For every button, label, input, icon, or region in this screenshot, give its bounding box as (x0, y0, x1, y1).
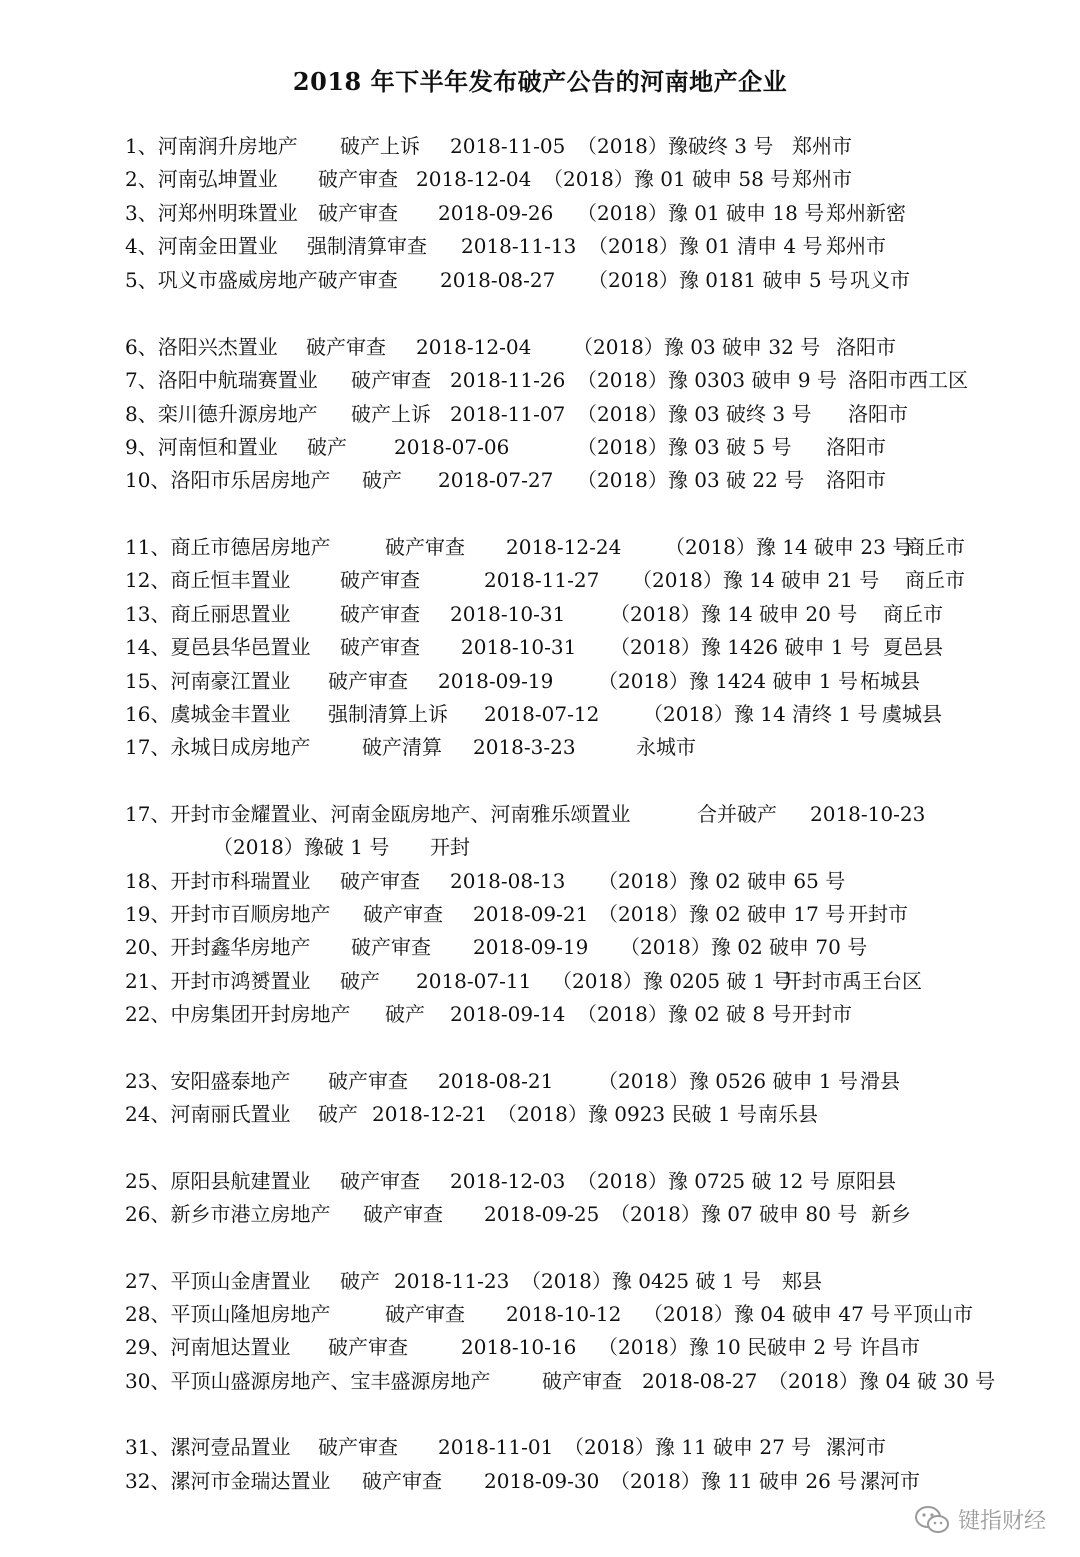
list-item-field: 18、开封市科瑞置业 (125, 869, 311, 893)
list-item-field: 28、平顶山隆旭房地产 (125, 1302, 331, 1326)
list-item-field: 洛阳市 (826, 468, 886, 492)
list-item-field: （2018）豫 04 破 30 号 (768, 1369, 996, 1393)
list-item-field: 合并破产 (697, 802, 777, 826)
list-item (0, 263, 1080, 297)
list-item-field: 23、安阳盛泰地产 (125, 1069, 291, 1093)
list-item (0, 430, 1080, 464)
list-item (0, 997, 1080, 1031)
list-item-field: 2018-11-05 (450, 134, 566, 158)
list-item-field: 2018-3-23 (473, 735, 576, 759)
list-item-field: 2018-07-27 (438, 468, 554, 492)
list-item (0, 397, 1080, 431)
list-item (0, 1197, 1080, 1231)
list-item-field: （2018）豫 03 破申 32 号 (573, 335, 821, 359)
list-item-field: 2018-07-12 (484, 702, 600, 726)
list-item-field: 破产审查 (306, 335, 386, 359)
list-item-field: 2018-10-12 (506, 1302, 622, 1326)
list-item-field: 1、河南润升房地产 (125, 134, 298, 158)
list-item (0, 897, 1080, 931)
list-item-field: 21、开封市鸿赟置业 (125, 969, 311, 993)
list-item-field: 2018-08-13 (450, 869, 566, 893)
list-item (0, 664, 1080, 698)
list-item (0, 1264, 1080, 1298)
list-item-field: 15、河南豪江置业 (125, 669, 291, 693)
list-item (0, 129, 1080, 163)
list-item (0, 1430, 1080, 1464)
list-item-field: 2018-09-14 (450, 1002, 566, 1026)
list-item-field: 郑州市 (792, 167, 852, 191)
list-item-field: 破产审查 (363, 1202, 443, 1226)
list-item-field: 2018-11-26 (450, 368, 566, 392)
list-item-field: 破产审查 (351, 368, 431, 392)
list-item-field: 2018-08-27 (440, 268, 556, 292)
list-item-field: 破产 (385, 1002, 425, 1026)
list-item-field: 破产审查 (340, 602, 420, 626)
list-item (0, 930, 1080, 964)
list-item (0, 1330, 1080, 1364)
list-item (0, 229, 1080, 263)
watermark (914, 1504, 1046, 1535)
list-item (0, 630, 1080, 664)
list-item-field: （2018）豫 0205 破 1 号 (552, 969, 792, 993)
list-item (0, 864, 1080, 898)
list-item-field: 31、漯河壹品置业 (125, 1435, 291, 1459)
list-item-field: 2、河南弘坤置业 (125, 167, 278, 191)
list-item (0, 1364, 1080, 1398)
list-item-field: 破产审查 (318, 1435, 398, 1459)
list-item (0, 597, 1080, 631)
list-item-field: 商丘市 (883, 602, 943, 626)
list-item-field: 24、河南丽氏置业 (125, 1102, 291, 1126)
list-item-field: 巩义市 (850, 268, 910, 292)
list-item-field: 破产审查 (340, 869, 420, 893)
list-item-field: 洛阳市 (848, 402, 908, 426)
list-item-field: 永城市 (636, 735, 696, 759)
list-item-field: 17、开封市金耀置业、河南金瓯房地产、河南雅乐颂置业 (125, 802, 631, 826)
list-item-field: 破产清算 (362, 735, 442, 759)
list-item-field: （2018）豫 14 破申 23 号 (665, 535, 913, 559)
list-item-field: 2018-12-04 (416, 167, 532, 191)
list-item-field: 14、夏邑县华邑置业 (125, 635, 311, 659)
list-item-field: （2018）豫 07 破申 80 号 (610, 1202, 858, 1226)
list-item-field: 破产审查 (363, 902, 443, 926)
list-item-field: （2018）豫 0526 破申 1 号 (598, 1069, 858, 1093)
list-item-field: （2018）豫 02 破申 17 号 (598, 902, 846, 926)
list-item-field: （2018）豫 01 清申 4 号 (588, 234, 823, 258)
list-item-field: 漯河市 (860, 1469, 920, 1493)
list-item-field: （2018）豫 14 清终 1 号 (643, 702, 878, 726)
list-item-field: 破产审查 (318, 167, 398, 191)
list-item-field: 洛阳市 (826, 435, 886, 459)
list-item-field: 2018-09-26 (438, 201, 554, 225)
list-item-field: 开封市 (848, 902, 908, 926)
list-item-field: 商丘市 (905, 535, 965, 559)
list-item-field: 破产审查 (328, 1069, 408, 1093)
list-item-field: 破产 (362, 468, 402, 492)
list-item (0, 1097, 1080, 1131)
list-item-field: （2018）豫 11 破申 26 号 (610, 1469, 858, 1493)
list-item-field: 商丘市 (905, 568, 965, 592)
list-item-field: （2018）豫 01 破申 18 号 (577, 201, 825, 225)
list-item-field: 2018-09-21 (473, 902, 589, 926)
list-item-field: 2018-10-23 (810, 802, 926, 826)
list-item-field: 滑县 (860, 1069, 900, 1093)
list-item-field: 2018-11-23 (394, 1269, 510, 1293)
list-item-field: 2018-07-06 (394, 435, 510, 459)
list-item-field: 破产 (340, 1269, 380, 1293)
list-item-field: 破产审查 (351, 935, 431, 959)
list-item-field: （2018）豫 1426 破申 1 号 (610, 635, 870, 659)
list-item-field: 破产 (307, 435, 347, 459)
list-item-field: 10、洛阳市乐居房地产 (125, 468, 331, 492)
list-item-field: 原阳县 (836, 1169, 896, 1193)
list-item (0, 964, 1080, 998)
list-item-field: 郑州市 (792, 134, 852, 158)
list-item-field: 3、河郑州明珠置业 (125, 201, 298, 225)
list-item-field: 开封 (430, 835, 470, 859)
list-item (0, 1064, 1080, 1098)
list-item-field: 破产上诉 (351, 402, 431, 426)
list-item-field: 破产审查 (385, 535, 465, 559)
list-item-field: （2018）豫 02 破 8 号 (577, 1002, 792, 1026)
wechat-icon (914, 1505, 950, 1535)
watermark-text: 键指财经 (957, 1509, 1046, 1534)
list-item-field: 7、洛阳中航瑞赛置业 (125, 368, 318, 392)
list-item (0, 162, 1080, 196)
list-item-field: （2018）豫 03 破终 3 号 (577, 402, 812, 426)
list-item-field: （2018）豫 03 破 5 号 (577, 435, 792, 459)
list-item-field: 洛阳市西工区 (848, 368, 968, 392)
list-item (0, 697, 1080, 731)
list-item-field: （2018）豫破终 3 号 (577, 134, 774, 158)
list-item (0, 1464, 1080, 1498)
list-item-field: 19、开封市百顺房地产 (125, 902, 331, 926)
list-item-field: 2018-09-19 (473, 935, 589, 959)
list-item-field: 夏邑县 (883, 635, 943, 659)
list-item (0, 830, 1080, 864)
list-item-field: 25、原阳县航建置业 (125, 1169, 311, 1193)
list-item-field: 2018-09-19 (438, 669, 554, 693)
list-item-field: 30、平顶山盛源房地产、宝丰盛源房地产 (125, 1369, 491, 1393)
list-item-field: 2018-12-24 (506, 535, 622, 559)
list-item-field: 破产上诉 (340, 134, 420, 158)
list-item-field: 平顶山市 (893, 1302, 973, 1326)
list-item-field: 开封市 (792, 1002, 852, 1026)
list-item-field: 2018-11-27 (484, 568, 600, 592)
list-item-field: 郑州市 (826, 234, 886, 258)
list-item-field: 南乐县 (758, 1102, 818, 1126)
list-item-field: 2018-08-27 (642, 1369, 758, 1393)
list-item-field: 漯河市 (826, 1435, 886, 1459)
list-item-field: 6、洛阳兴杰置业 (125, 335, 278, 359)
list-item-field: 许昌市 (860, 1335, 920, 1359)
list-item-field: 2018-10-16 (461, 1335, 577, 1359)
list-item-field: 新乡 (871, 1202, 911, 1226)
list-item-field: （2018）豫 03 破 22 号 (577, 468, 805, 492)
list-item-field: 开封市禹王台区 (782, 969, 922, 993)
list-item-field: 郑州新密 (826, 201, 906, 225)
list-item-field: 11、商丘市德居房地产 (125, 535, 331, 559)
list-item-field: （2018）豫 01 破申 58 号 (543, 167, 791, 191)
list-item-field: （2018）豫 11 破申 27 号 (564, 1435, 812, 1459)
list-item-field: 2018-11-07 (450, 402, 566, 426)
list-item-field: （2018）豫 02 破申 70 号 (620, 935, 868, 959)
list-item (0, 1297, 1080, 1331)
list-item-field: 32、漯河市金瑞达置业 (125, 1469, 331, 1493)
list-item-field: 强制清算审查 (307, 234, 427, 258)
list-item (0, 530, 1080, 564)
list-item-field: 破产审查 (362, 1469, 442, 1493)
list-item-field: 郏县 (782, 1269, 822, 1293)
list-item-field: （2018）豫 14 破申 21 号 (632, 568, 880, 592)
list-item-field: （2018）豫 04 破申 47 号 (643, 1302, 891, 1326)
list-item-field: 8、栾川德升源房地产 (125, 402, 318, 426)
list-item-field: 破产审查 (328, 1335, 408, 1359)
list-item-field: 破产审查 (340, 568, 420, 592)
list-item-field: 破产审查 (318, 201, 398, 225)
list-item-field: 5、巩义市盛威房地产破产审查 (125, 268, 398, 292)
list-item (0, 196, 1080, 230)
list-item (0, 730, 1080, 764)
list-item-field: 柘城县 (860, 669, 920, 693)
list-item-field: 4、河南金田置业 (125, 234, 278, 258)
list-item-field: 2018-10-31 (461, 635, 577, 659)
list-item-field: 2018-08-21 (438, 1069, 554, 1093)
list-item-field: 16、虞城金丰置业 (125, 702, 291, 726)
list-item-field: （2018）豫 02 破申 65 号 (598, 869, 846, 893)
list-item-field: （2018）豫 0923 民破 1 号 (497, 1102, 757, 1126)
list-item-field: 破产审查 (542, 1369, 622, 1393)
list-item-field: （2018）豫 10 民破申 2 号 (598, 1335, 853, 1359)
list-item-field: 虞城县 (882, 702, 942, 726)
list-item-field: 29、河南旭达置业 (125, 1335, 291, 1359)
list-item-field: 22、中房集团开封房地产 (125, 1002, 351, 1026)
list-item (0, 797, 1080, 831)
list-item-field: 2018-07-11 (416, 969, 532, 993)
list-item-field: 26、新乡市港立房地产 (125, 1202, 331, 1226)
list-item-field: 2018-09-30 (484, 1469, 600, 1493)
list-item-field: 2018-11-01 (438, 1435, 554, 1459)
list-item (0, 463, 1080, 497)
list-item-field: 2018-12-03 (450, 1169, 566, 1193)
list-item-field: 9、河南恒和置业 (125, 435, 278, 459)
list-item-field: 2018-12-21 (372, 1102, 488, 1126)
list-item-field: 12、商丘恒丰置业 (125, 568, 291, 592)
list-item-field: 2018-11-13 (461, 234, 577, 258)
list-item-field: （2018）豫破 1 号 (213, 835, 390, 859)
document-title: 2018 年下半年发布破产公告的河南地产企业 (292, 67, 788, 96)
list-item-field: 17、永城日成房地产 (125, 735, 311, 759)
list-item-field: （2018）豫 0303 破申 9 号 (577, 368, 837, 392)
list-item-field: 强制清算上诉 (328, 702, 448, 726)
list-item-field: 破产审查 (328, 669, 408, 693)
list-item-field: 破产审查 (340, 1169, 420, 1193)
list-item-field: （2018）豫 1424 破申 1 号 (598, 669, 858, 693)
list-item-field: 27、平顶山金唐置业 (125, 1269, 311, 1293)
list-item-field: （2018）豫 0725 破 12 号 (577, 1169, 830, 1193)
list-item-field: 2018-09-25 (484, 1202, 600, 1226)
list-item-field: 破产 (340, 969, 380, 993)
list-item-field: 2018-12-04 (416, 335, 532, 359)
list-item (0, 363, 1080, 397)
list-item-field: 洛阳市 (836, 335, 896, 359)
list-item (0, 330, 1080, 364)
list-item-field: 破产审查 (385, 1302, 465, 1326)
list-item (0, 1164, 1080, 1198)
list-item-field: （2018）豫 14 破申 20 号 (610, 602, 858, 626)
list-item-field: 13、商丘丽思置业 (125, 602, 291, 626)
list-item (0, 563, 1080, 597)
list-item-field: （2018）豫 0181 破申 5 号 (588, 268, 848, 292)
list-item-field: 破产 (318, 1102, 358, 1126)
list-item-field: 20、开封鑫华房地产 (125, 935, 311, 959)
list-item-field: （2018）豫 0425 破 1 号 (521, 1269, 761, 1293)
list-item-field: 破产审查 (340, 635, 420, 659)
list-item-field: 2018-10-31 (450, 602, 566, 626)
